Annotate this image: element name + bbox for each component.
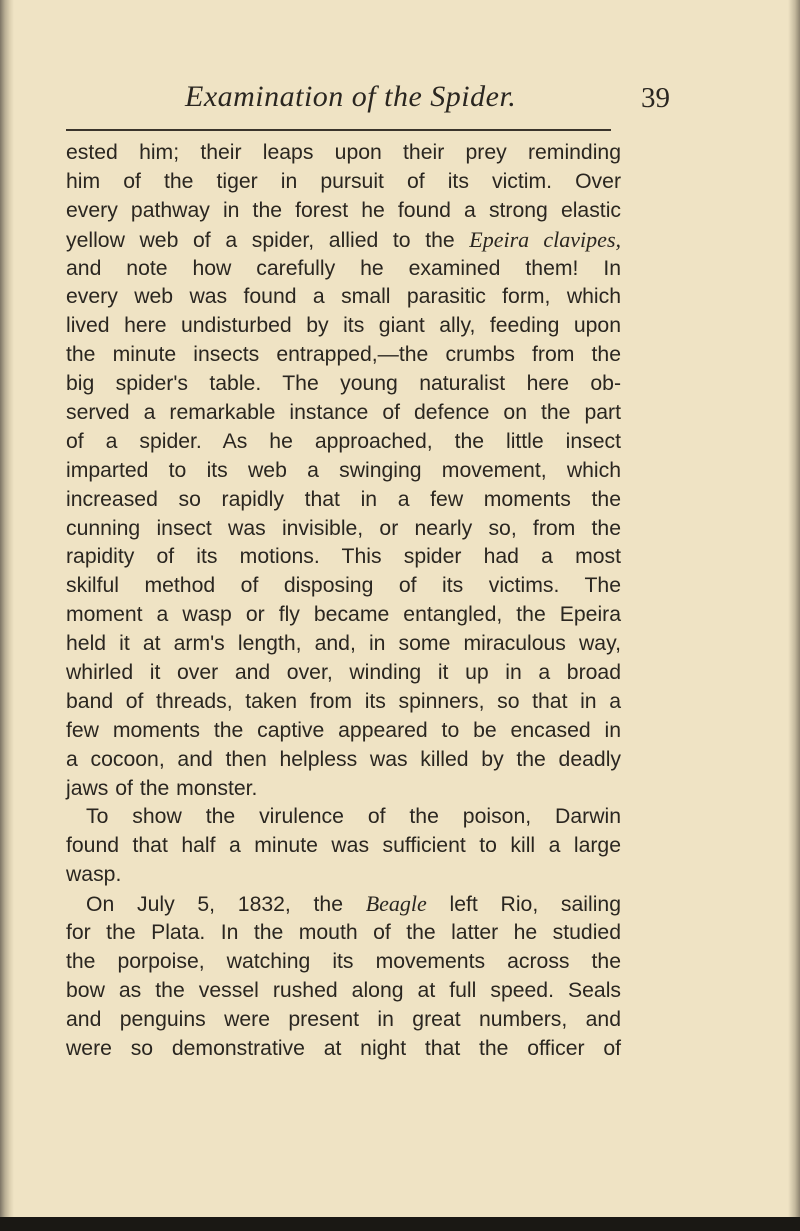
- text-line: big spider's table. The young naturalist here ob-: [66, 372, 621, 396]
- text-line: him of the tiger in pursuit of its victim. Over: [66, 169, 621, 193]
- header-rule: [66, 129, 611, 131]
- text-line: moment a wasp or fly became entangled, the Epeira: [66, 603, 621, 627]
- body-text: [66, 139, 621, 1064]
- text-line: [66, 226, 621, 255]
- text-line: served a remarkable instance of defence on the part: [66, 401, 621, 425]
- text-line: of a spider. As he approached, the little insect: [66, 429, 621, 453]
- text-run: yellow web of a spider, allied to the: [66, 228, 470, 252]
- text-line: whirled it over and over, winding it up in a broad: [66, 661, 621, 685]
- text-line: few moments the captive appeared to be encased in: [66, 718, 621, 742]
- text-line: every pathway in the forest he found a strong elastic: [66, 198, 621, 222]
- text-line: skilful method of disposing of its victims. The: [66, 574, 621, 598]
- text-line: imparted to its web a swinging movement, which: [66, 458, 621, 482]
- running-title: Examination of the Spider.: [185, 80, 517, 113]
- text-line: found that half a minute was sufficient to kill a large: [66, 834, 621, 858]
- text-line: for the Plata. In the mouth of the latter he studied: [66, 921, 621, 945]
- text-line: rapidity of its motions. This spider had a most: [66, 545, 621, 569]
- text-line: the minute insects entrapped,—the crumbs from the: [66, 343, 621, 367]
- text-run: left Rio, sailing: [426, 893, 621, 917]
- running-head: [60, 80, 670, 120]
- text-line: lived here undisturbed by its giant ally, feeding upon: [66, 314, 621, 338]
- text-line: the porpoise, watching its movements across the: [66, 949, 621, 973]
- italic-term: Beagle: [365, 891, 427, 917]
- book-binding-left: [0, 0, 14, 1231]
- text-line: and penguins were present in great numbers, and: [66, 1007, 621, 1031]
- text-line: and note how carefully he examined them! In: [66, 256, 621, 280]
- text-line: bow as the vessel rushed along at full speed. Seals: [66, 978, 621, 1002]
- text-line: increased so rapidly that in a few moments the: [66, 487, 621, 511]
- page-number: 39: [641, 82, 670, 114]
- italic-term: Epeira clavipes,: [469, 226, 622, 252]
- text-line: To show the virulence of the poison, Darwin: [86, 805, 621, 829]
- text-line: band of threads, taken from its spinners, so that in a: [66, 689, 621, 713]
- text-line: [66, 890, 621, 919]
- text-line: a cocoon, and then helpless was killed by the deadly: [66, 747, 621, 771]
- text-line: ested him; their leaps upon their prey reminding: [66, 141, 621, 164]
- text-line: every web was found a small parasitic form, which: [66, 285, 621, 309]
- text-line: jaws of the monster.: [66, 776, 258, 800]
- scan-bottom-edge: [0, 1217, 800, 1231]
- text-line: were so demonstrative at night that the officer of: [66, 1036, 621, 1060]
- text-run: On July 5, 1832, the: [86, 893, 366, 917]
- page-edge-right: [788, 0, 800, 1231]
- text-line: held it at arm's length, and, in some miraculous way,: [66, 632, 621, 656]
- text-line: wasp.: [66, 863, 122, 887]
- text-line: cunning insect was invisible, or nearly so, from the: [66, 516, 621, 540]
